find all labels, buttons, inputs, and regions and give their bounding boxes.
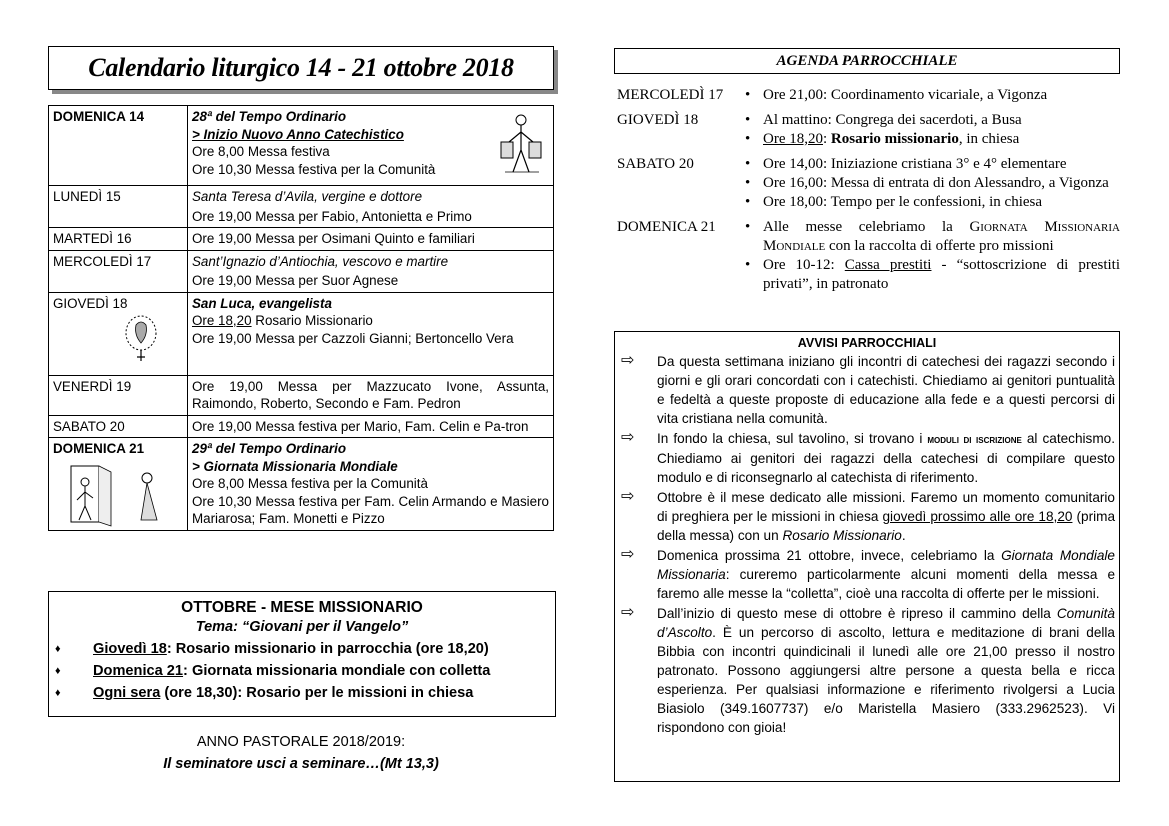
notice-text: Giornata Mondiale Missionaria (657, 548, 1115, 582)
detail-cell (188, 106, 554, 186)
mission-item-date: Giovedì 18 (93, 641, 167, 657)
agenda-time: Ore 18,20 (763, 131, 823, 147)
agenda-row (617, 218, 1120, 294)
notice-item (615, 352, 1119, 428)
rosary-label: Rosario Missionario (255, 313, 373, 328)
agenda-day: GIOVEDÌ 18 (617, 112, 699, 128)
agenda-text: : (823, 131, 831, 147)
agenda-row (617, 111, 1120, 149)
pastoral-year-motto: Il seminatore usci a seminare…(Mt 13,3) (163, 756, 439, 772)
day-cell: LUNEDÌ 15 (49, 186, 188, 228)
table-row (49, 292, 554, 375)
table-row (49, 438, 554, 531)
day-cell: SABATO 20 (49, 415, 188, 438)
mass-line: Ore 19,00 Messa per Osimani Quinto e familiari (192, 231, 475, 246)
agenda-text: , in chiesa (958, 131, 1020, 147)
saint-line: Sant’Ignazio d’Antiochia, vescovo e martire (192, 253, 449, 269)
notice-text: al catechismo. Chiediamo ai genitori dei ragazzi della catechesi di compilare questo modulo e di riconsegnarlo al catechista di riferimento. (657, 431, 1115, 485)
diamond-bullet-icon: ♦ (55, 643, 61, 655)
notice-text: Dall’inizio di questo mese di ottobre è ripreso il cammino della (657, 606, 1057, 621)
mass-line: Ore 8,00 Messa festiva (192, 144, 330, 159)
mass-line: Ore 19,00 Messa per Suor Agnese (192, 273, 399, 288)
list-item (743, 218, 1120, 256)
agenda-text: Ore 21,00: Coordinamento vicariale, a Vigonza (763, 87, 1048, 103)
children-school-illustration (495, 112, 547, 178)
agenda-text: Alle messe celebriamo la (763, 219, 970, 235)
mission-title: OTTOBRE - MESE MISSIONARIO (181, 599, 423, 616)
saint-line: San Luca, evangelista (192, 295, 332, 311)
list-item (49, 638, 555, 660)
list-item (743, 174, 1120, 193)
notice-text: moduli di iscrizione (927, 432, 1022, 446)
detail-cell (188, 415, 554, 438)
notice-item (615, 604, 1119, 737)
detail-cell (188, 375, 554, 415)
day-label: GIOVEDÌ 18 (53, 295, 128, 311)
table-row (49, 250, 554, 292)
mass-line: Ore 19,00 Messa per Cazzoli Gianni; Bertoncello Vera (192, 330, 514, 346)
notice-text: Rosario Missionario (782, 528, 902, 543)
arrow-right-icon: ⇨ (621, 352, 635, 369)
agenda-text: Cassa prestiti (844, 257, 932, 273)
agenda-text: Ore 16,00: Messa di entrata di don Alessandro, a Vigonza (763, 175, 1109, 191)
arrow-right-icon: ⇨ (621, 604, 635, 621)
notice-text: (prima della messa) con un (657, 509, 1116, 543)
event-note: > Giornata Missionaria Mondiale (192, 458, 398, 474)
notice-text: : cureremo particolarmente alcuni momenti della messa e faremo alle messe la “colletta”, cioè una raccolta di offerte per le missioni. (657, 567, 1115, 601)
day-cell: VENERDÌ 19 (49, 375, 188, 415)
agenda-day: SABATO 20 (617, 156, 694, 172)
mission-list (49, 638, 555, 704)
rosary-line (192, 312, 549, 330)
calendar-title: Calendario liturgico 14 - 21 ottobre 2018 (88, 53, 514, 82)
detail-cell (188, 250, 554, 292)
day-label: DOMENICA 21 (53, 441, 145, 456)
detail-cell (188, 228, 554, 251)
bullet-icon: • (745, 87, 751, 103)
liturgy-title: 29ª del Tempo Ordinario (192, 441, 347, 456)
mission-item-text: (ore 18,30): Rosario per le missioni in chiesa (160, 685, 474, 701)
bullet-icon: • (745, 156, 751, 172)
arrow-right-icon: ⇨ (621, 429, 635, 446)
notice-text: . (901, 528, 906, 543)
rosary-icon (119, 313, 163, 369)
agenda-text: Ore 10-12: (763, 257, 845, 273)
day-cell: DOMENICA 14 (49, 106, 188, 186)
list-item (743, 130, 1120, 149)
agenda-text: - “sottoscrizione di prestiti privati”, in patronato (763, 257, 1121, 292)
mass-line: Ore 19,00 Messa per Fabio, Antonietta e Primo (192, 208, 472, 224)
notice-text: Comunità d’Ascolto (657, 606, 1115, 640)
mass-line: Ore 10,30 Messa festiva per Fam. Celin Armando e Masiero Mariarosa; Fam. Monetti e Pizzo (192, 493, 549, 526)
detail-cell (188, 438, 554, 531)
notices-title: AVVISI PARROCCHIALI (797, 336, 937, 350)
bullet-icon: • (745, 175, 751, 191)
notice-text: Da questa settimana iniziano gli incontri di catechesi dei ragazzi secondo i giorni e gli orari concordati con i catechisti. Chiediamo ai genitori puntualità e fedeltà a queste proposte di educazione alla fede e a questi percorsi di vita cristiana nella comunità. (657, 354, 1115, 426)
table-row (49, 106, 554, 186)
list-item (743, 193, 1120, 212)
agenda-list (617, 86, 1120, 300)
saint-line: Santa Teresa d’Avila, vergine e dottore (192, 189, 423, 204)
notices-box (614, 331, 1120, 782)
mass-line: Ore 19,00 Messa festiva per Mario, Fam. Celin e Pa-tron (192, 418, 529, 434)
notice-text: Ottobre è il mese dedicato alle missioni. Faremo un momento comunitario di preghiera per le missioni in chiesa (657, 490, 1115, 524)
calendar-title-box (48, 46, 554, 90)
agenda-text: Al mattino: Congrega dei sacerdoti, a Busa (763, 112, 1022, 128)
mass-line: Ore 8,00 Messa festiva per la Comunità (192, 476, 428, 491)
mission-item-date: Ogni sera (93, 685, 161, 701)
mission-item-date: Domenica 21 (93, 663, 184, 679)
detail-cell (188, 292, 554, 375)
bullet-icon: • (745, 112, 751, 128)
diamond-bullet-icon: ♦ (55, 687, 61, 699)
arrow-right-icon: ⇨ (621, 488, 635, 505)
mass-line: Ore 19,00 Messa per Mazzucato Ivone, Assunta, Raimondo, Roberto, Secondo e Fam. Pedron (192, 378, 549, 411)
diamond-bullet-icon: ♦ (55, 665, 61, 677)
list-item (743, 256, 1120, 294)
table-row (49, 375, 554, 415)
arrow-right-icon: ⇨ (621, 546, 635, 563)
table-row (49, 415, 554, 438)
list-item (49, 660, 555, 682)
notice-item (615, 488, 1119, 545)
bullet-icon: • (745, 194, 751, 210)
agenda-row (617, 86, 1120, 105)
agenda-day: DOMENICA 21 (617, 219, 716, 235)
table-row (49, 186, 554, 228)
bullet-icon: • (745, 131, 751, 147)
agenda-title: AGENDA PARROCCHIALE (614, 48, 1120, 74)
agenda-text: Rosario missionario (830, 131, 959, 147)
bullet-icon: • (745, 257, 751, 273)
pastoral-year (48, 731, 554, 775)
notice-text: Domenica prossima 21 ottobre, invece, celebriamo la (657, 548, 1002, 563)
missionary-door-illustration (61, 460, 171, 530)
pastoral-year-label: ANNO PASTORALE 2018/2019: (196, 734, 406, 750)
day-cell (49, 438, 188, 531)
agenda-text: Ore 18,00: Tempo per le confessioni, in chiesa (763, 194, 1043, 210)
agenda-text: con la raccolta di offerte pro missioni (825, 238, 1054, 254)
list-item (743, 111, 1120, 130)
mission-month-box (48, 591, 556, 717)
agenda-text: Ore 14,00: Iniziazione cristiana 3° e 4° elementare (763, 156, 1067, 172)
list-item (743, 155, 1120, 174)
table-row (49, 228, 554, 251)
mission-theme: Tema: “Giovani per il Vangelo” (195, 619, 409, 635)
notice-text: giovedì prossimo alle ore 18,20 (882, 509, 1073, 524)
calendar-table (48, 105, 554, 531)
day-cell: MERCOLEDÌ 17 (49, 250, 188, 292)
mission-item-text: : Giornata missionaria mondiale con colletta (183, 663, 491, 679)
rosary-time: Ore 18,20 (192, 313, 252, 328)
notice-text: In fondo la chiesa, sul tavolino, si trovano i (657, 431, 928, 446)
agenda-text: Giornata Missionaria Mondiale (763, 219, 1121, 254)
day-cell (49, 292, 188, 375)
notice-item (615, 429, 1119, 487)
day-cell: MARTEDÌ 16 (49, 228, 188, 251)
notice-text: . È un percorso di ascolto, lettura e meditazione di brani della Bibbia con incontri quindicinali il lunedì alle ore 21,00 presso il nostro patronato. Possono aggiungersi altre persone a questa bella e ricca esperienza. Per qualsiasi informazione e riferimento rivolgersi a Lucia Biasiolo (349.1607737) e/o Maristella Masiero (333.2962523). Vi rispondono con gioia! (657, 625, 1115, 735)
detail-cell (188, 186, 554, 228)
liturgy-title: 28ª del Tempo Ordinario (192, 109, 347, 124)
notice-item (615, 546, 1119, 603)
mission-item-text: : Rosario missionario in parrocchia (ore 18,20) (166, 641, 489, 657)
list-item (743, 86, 1120, 105)
mass-line: Ore 10,30 Messa festiva per la Comunità (192, 161, 436, 177)
list-item (49, 682, 555, 704)
agenda-row (617, 155, 1120, 212)
agenda-day: MERCOLEDÌ 17 (617, 87, 724, 103)
bullet-icon: • (745, 219, 751, 235)
event-note: > Inizio Nuovo Anno Catechistico (192, 126, 404, 142)
